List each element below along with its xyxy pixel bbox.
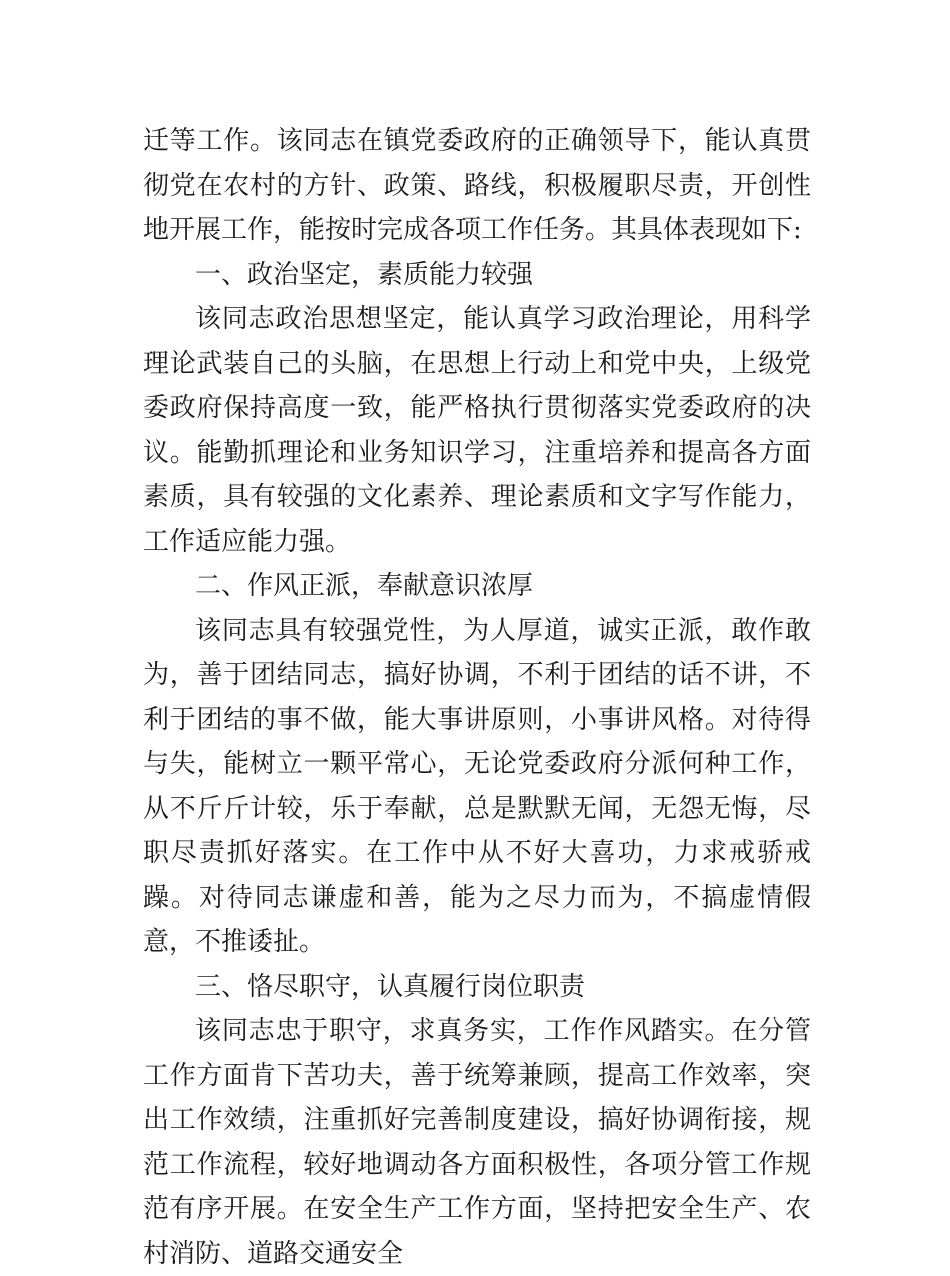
section-heading-3: 三、恪尽职守，认真履行岗位职责: [195, 971, 586, 1002]
paragraph-intro-continued: 迁等工作。该同志在镇党委政府的正确领导下，能认真贯彻党在农村的方针、政策、路线，积极履职尽责，开创性地开展工作，能按时完成各项工作任务。其具体表现如下:: [143, 126, 811, 245]
paragraph-section-1: 该同志政治思想坚定，能认真学习政治理论，用科学理论武装自己的头脑，在思想上行动上和党中央，上级党委政府保持高度一致，能严格执行贯彻落实党委政府的决议。能勤抓理论和业务知识学习，注重培养和提高各方面素质，具有较强的文化素养、理论素质和文字写作能力，工作适应能力强。: [143, 304, 811, 557]
section-heading-2: 二、作风正派，奉献意识浓厚: [195, 571, 534, 601]
paragraph-section-2: 该同志具有较强党性，为人厚道，诚实正派，敢作敢为，善于团结同志，搞好协调，不利于团结的话不讲，不利于团结的事不做，能大事讲原则，小事讲风格。对待得与失，能树立一颗平常心，无论党委政府分派何种工作，从不斤斤计较，乐于奉献，总是默默无闻，无怨无悔，尽职尽责抓好落实。在工作中从不好大喜功，力求戒骄戒躁。对待同志谦虚和善，能为之尽力而为，不搞虚情假意，不推诿扯。: [143, 615, 811, 957]
paragraph-section-3: 该同志忠于职守，求真务实，工作作风踏实。在分管工作方面肯下苦功夫，善于统筹兼顾，提高工作效率，突出工作效绩，注重抓好完善制度建设，搞好协调衔接，规范工作流程，较好地调动各方面积极性，各项分管工作规范有序开展。在安全生产工作方面，坚持把安全生产、农村消防、道路交通安全: [143, 1016, 811, 1269]
document-body: [143, 119, 811, 1276]
section-heading-1: 一、政治坚定，素质能力较强: [195, 259, 534, 290]
